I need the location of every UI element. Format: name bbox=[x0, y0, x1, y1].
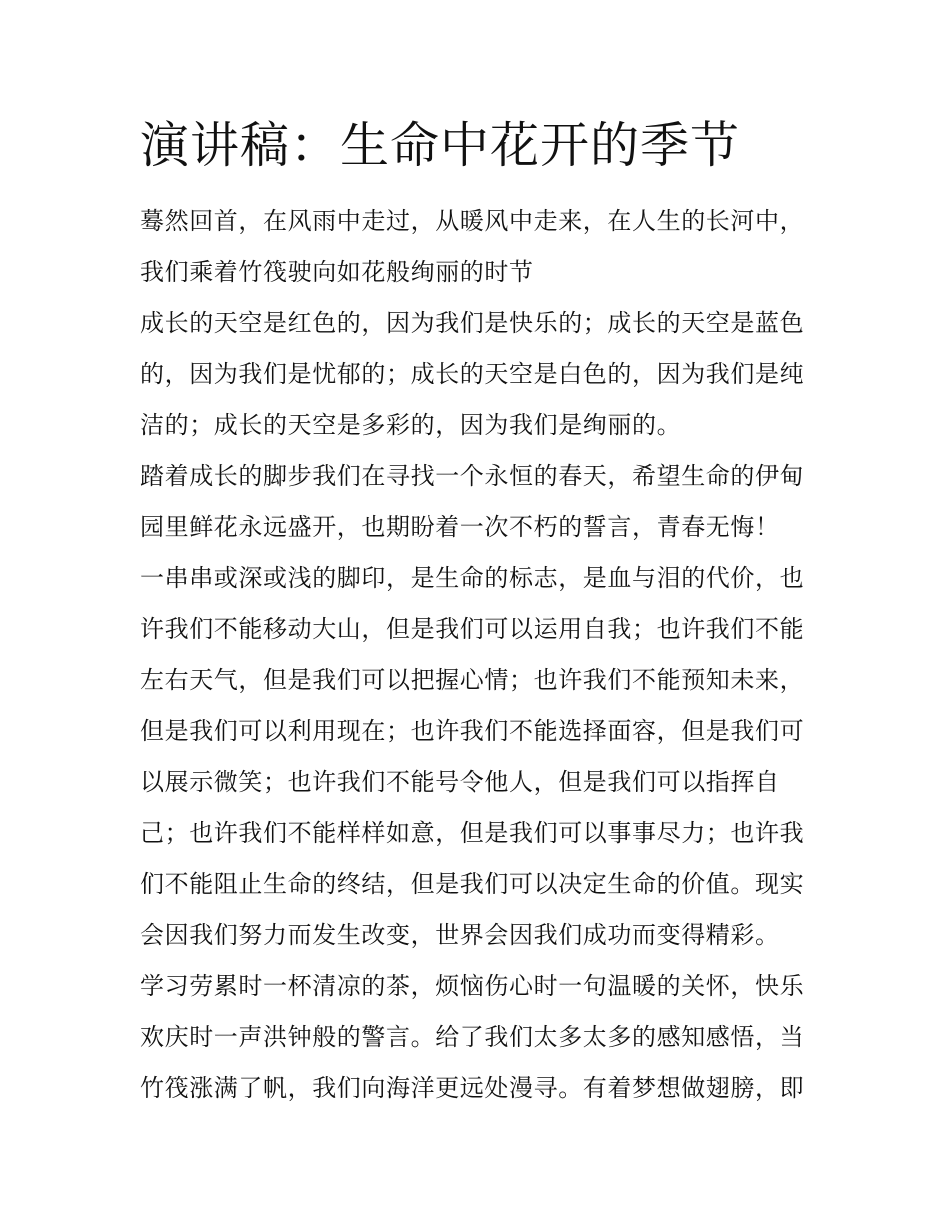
text-line: 们不能阻止生命的终结，但是我们可以决定生命的价值。现实 bbox=[140, 870, 805, 898]
text-line: 但是我们可以利用现在；也许我们不能选择面容，但是我们可 bbox=[140, 717, 805, 745]
text-line: 欢庆时一声洪钟般的警言。给了我们太多太多的感知感悟，当 bbox=[140, 1023, 805, 1051]
text-line: 会因我们努力而发生改变，世界会因我们成功而变得精彩。 bbox=[140, 921, 780, 949]
text-line: 蓦然回首，在风雨中走过，从暖风中走来，在人生的长河中， bbox=[140, 207, 805, 235]
text-line: 许我们不能移动大山，但是我们可以运用自我；也许我们不能 bbox=[140, 615, 805, 643]
text-line: 以展示微笑；也许我们不能号令他人，但是我们可以指挥自 bbox=[140, 768, 780, 796]
text-line: 的，因为我们是忧郁的；成长的天空是白色的，因为我们是纯 bbox=[140, 360, 805, 388]
document-title: 演讲稿：生命中花开的季节 bbox=[140, 117, 741, 174]
text-line: 左右天气，但是我们可以把握心情；也许我们不能预知未来， bbox=[140, 666, 805, 694]
document-body bbox=[140, 196, 830, 1114]
text-line: 竹筏涨满了帆，我们向海洋更远处漫寻。有着梦想做翅膀，即 bbox=[140, 1074, 805, 1102]
text-line: 洁的；成长的天空是多彩的，因为我们是绚丽的。 bbox=[140, 411, 682, 439]
text-line: 园里鲜花永远盛开，也期盼着一次不朽的誓言，青春无悔！ bbox=[140, 513, 780, 541]
text-line: 我们乘着竹筏驶向如花般绚丽的时节 bbox=[140, 258, 534, 286]
text-line: 成长的天空是红色的，因为我们是快乐的；成长的天空是蓝色 bbox=[140, 309, 805, 337]
text-line: 踏着成长的脚步我们在寻找一个永恒的春天，希望生命的伊甸 bbox=[140, 462, 805, 490]
text-line: 己；也许我们不能样样如意，但是我们可以事事尽力；也许我 bbox=[140, 819, 805, 847]
text-line: 一串串或深或浅的脚印，是生命的标志，是血与泪的代价，也 bbox=[140, 564, 805, 592]
text-line: 学习劳累时一杯清凉的茶，烦恼伤心时一句温暖的关怀，快乐 bbox=[140, 972, 805, 1000]
